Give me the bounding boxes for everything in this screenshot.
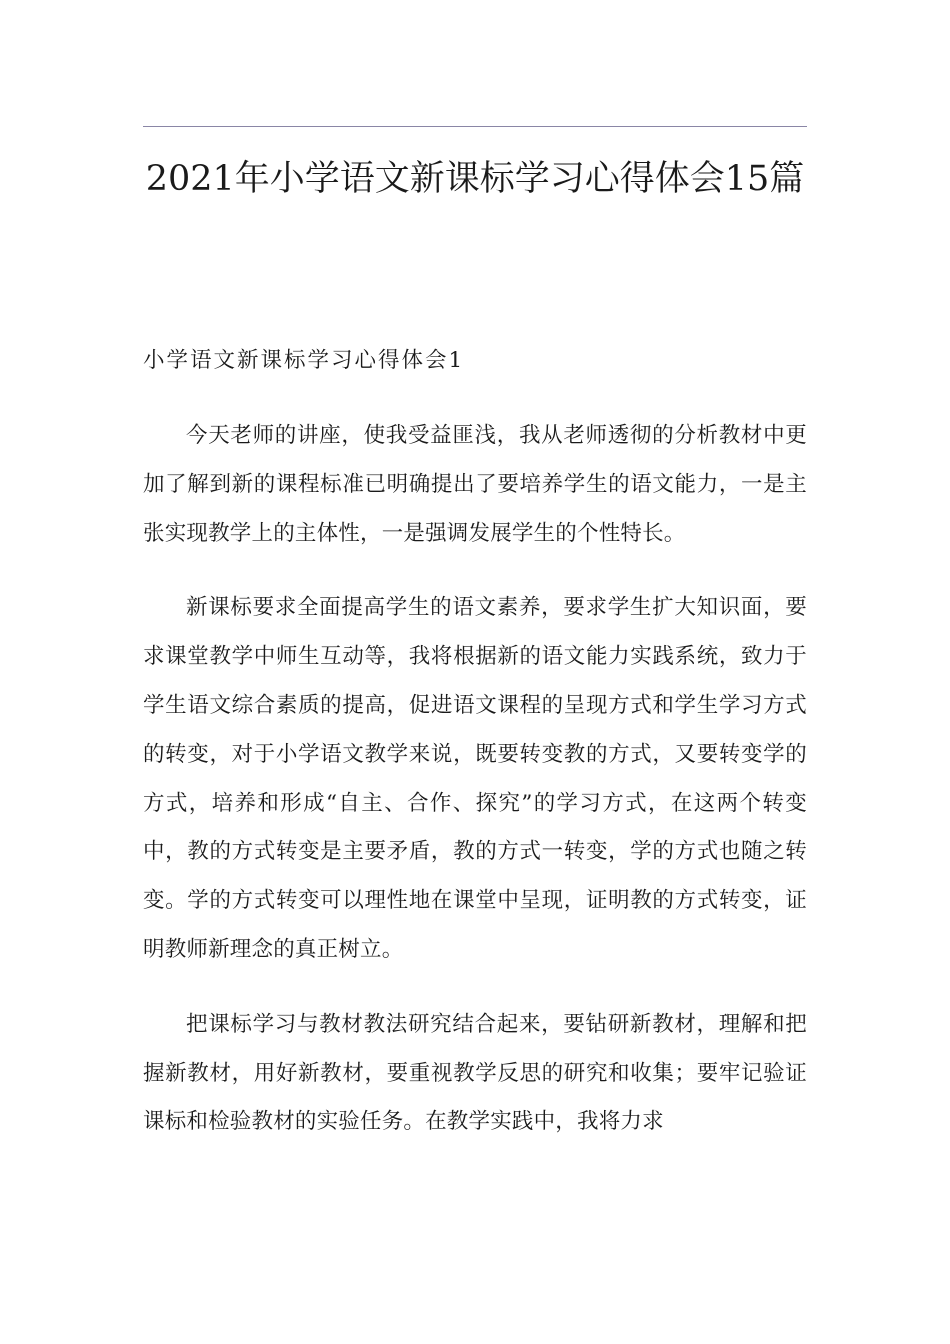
document-body [143, 412, 807, 1173]
paragraph-2: 新课标要求全面提高学生的语文素养，要求学生扩大知识面，要求课堂教学中师生互动等，我将根据新的语文能力实践系统，致力于学生语文综合素质的提高，促进语文课程的呈现方式和学生学习方式的转变，对于小学语文教学来说，既要转变教的方式，又要转变学的方式，培养和形成“自主、合作、探究”的学习方式，在这两个转变中，教的方式转变是主要矛盾，教的方式一转变，学的方式也随之转变。学的方式转变可以理性地在课堂中呈现，证明教的方式转变，证明教师新理念的真正树立。 [143, 595, 807, 962]
section-heading: 小学语文新课标学习心得体会1 [143, 348, 465, 373]
paragraph-3: 把课标学习与教材教法研究结合起来，要钻研新教材，理解和把握新教材，用好新教材，要重视教学反思的研究和收集；要牢记验证课标和检验教材的实验任务。在教学实践中，我将力求 [143, 1011, 807, 1135]
paragraph-1: 今天老师的讲座，使我受益匪浅，我从老师透彻的分析教材中更加了解到新的课程标准已明确提出了要培养学生的语文能力，一是主张实现教学上的主体性，一是强调发展学生的个性特长。 [143, 423, 807, 546]
document-title: 2021年小学语文新课标学习心得体会15篇 [145, 159, 805, 199]
header-rule [143, 126, 807, 127]
